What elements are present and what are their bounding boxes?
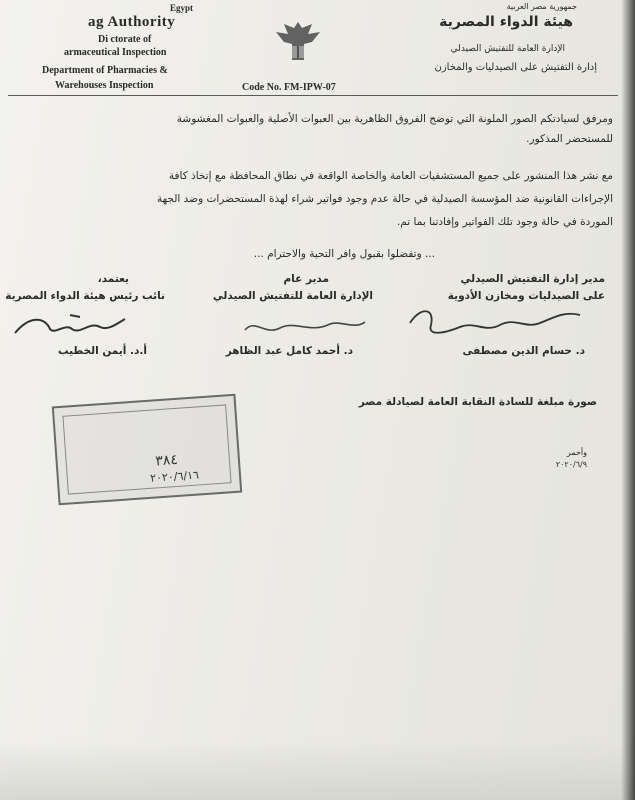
header-ar-directorate: الإدارة العامة للتفتيش الصيدلي: [450, 44, 565, 54]
form-code: Code No. FM-IPW-07: [242, 82, 336, 93]
official-stamp: [52, 394, 242, 506]
footer-note-1: وأحمر: [566, 448, 587, 457]
stamp-frame: [62, 404, 231, 494]
header-en-dept-line2: Warehouses Inspection: [55, 80, 154, 91]
sig-left-title2: نائب رئيس هيئة الدواء المصرية: [5, 290, 165, 302]
signature-left: [10, 305, 130, 345]
header-en-country: Egypt: [170, 3, 194, 13]
header-en-directorate: Di ctorate of: [98, 34, 152, 45]
body-line-5: الموردة في حالة وجود تلك الفواتير وإفادتنا بما تم.: [396, 216, 613, 228]
signature-middle: [240, 310, 370, 345]
sig-right-name: د. حسام الدين مصطفى: [462, 345, 585, 357]
body-line-4: الإجراءات القانونية ضد المؤسسة الصيدلية في حالة عدم وجود فواتير شراء لهذة المستحضرات وضد الجهة: [156, 193, 613, 205]
sig-middle-title2: الإدارة العامة للتفتيش الصيدلي: [212, 290, 373, 302]
header-en-inspection: armaceutical Inspection: [64, 47, 167, 58]
closing-line: ... وتفضلوا بقبول وافر التحية والاحترام ...: [253, 248, 435, 260]
sig-right-title1: مدير إدارة التفتيش الصيدلي: [460, 273, 605, 285]
header-en-dept-line1: Department of Pharmacies &: [42, 65, 168, 76]
stamp-date: ٢٠٢٠/٦/١٦: [149, 468, 200, 485]
header-en-authority: ag Authority: [88, 14, 176, 30]
sig-middle-title1: مدير عام: [283, 273, 329, 285]
sig-right-title2: على الصيدليات ومخازن الأدوية: [447, 290, 605, 302]
body-line-1: ومرفق لسيادتكم الصور الملونة التي توضح الفروق الظاهرية بين العبوات الأصلية والعبوات المغشوشة: [176, 113, 613, 125]
header-divider: [8, 95, 618, 96]
sig-left-title1: يعتمد،: [97, 273, 129, 285]
footer-note-2: ٢٠٢٠/٦/٩: [555, 460, 587, 469]
header-ar-department: إدارة التفتيش على الصيدليات والمخازن: [434, 62, 597, 73]
copy-to-line: صورة مبلغة للسادة النقابة العامة لصيادلة مصر: [358, 396, 597, 408]
body-line-3: مع نشر هذا المنشور على جميع المستشفيات العامة والخاصة الواقعة في نطاق المحافظة مع إتخاذ كافة: [168, 170, 613, 182]
page-right-shadow: [621, 0, 635, 800]
page-bottom-shade: [0, 740, 635, 800]
header-ar-authority: هيئة الدواء المصرية: [439, 14, 573, 30]
egypt-eagle-emblem-icon: [268, 16, 328, 68]
sig-middle-name: د. أحمد كامل عبد الظاهر: [225, 345, 353, 357]
header-ar-country: جمهورية مصر العربية: [506, 2, 577, 11]
signature-right: [405, 303, 585, 343]
stamp-number: ٣٨٤: [154, 451, 179, 470]
body-line-2: للمستحضر المذكور.: [526, 133, 613, 145]
sig-left-name: أ.د. أيمن الخطيب: [57, 345, 147, 357]
